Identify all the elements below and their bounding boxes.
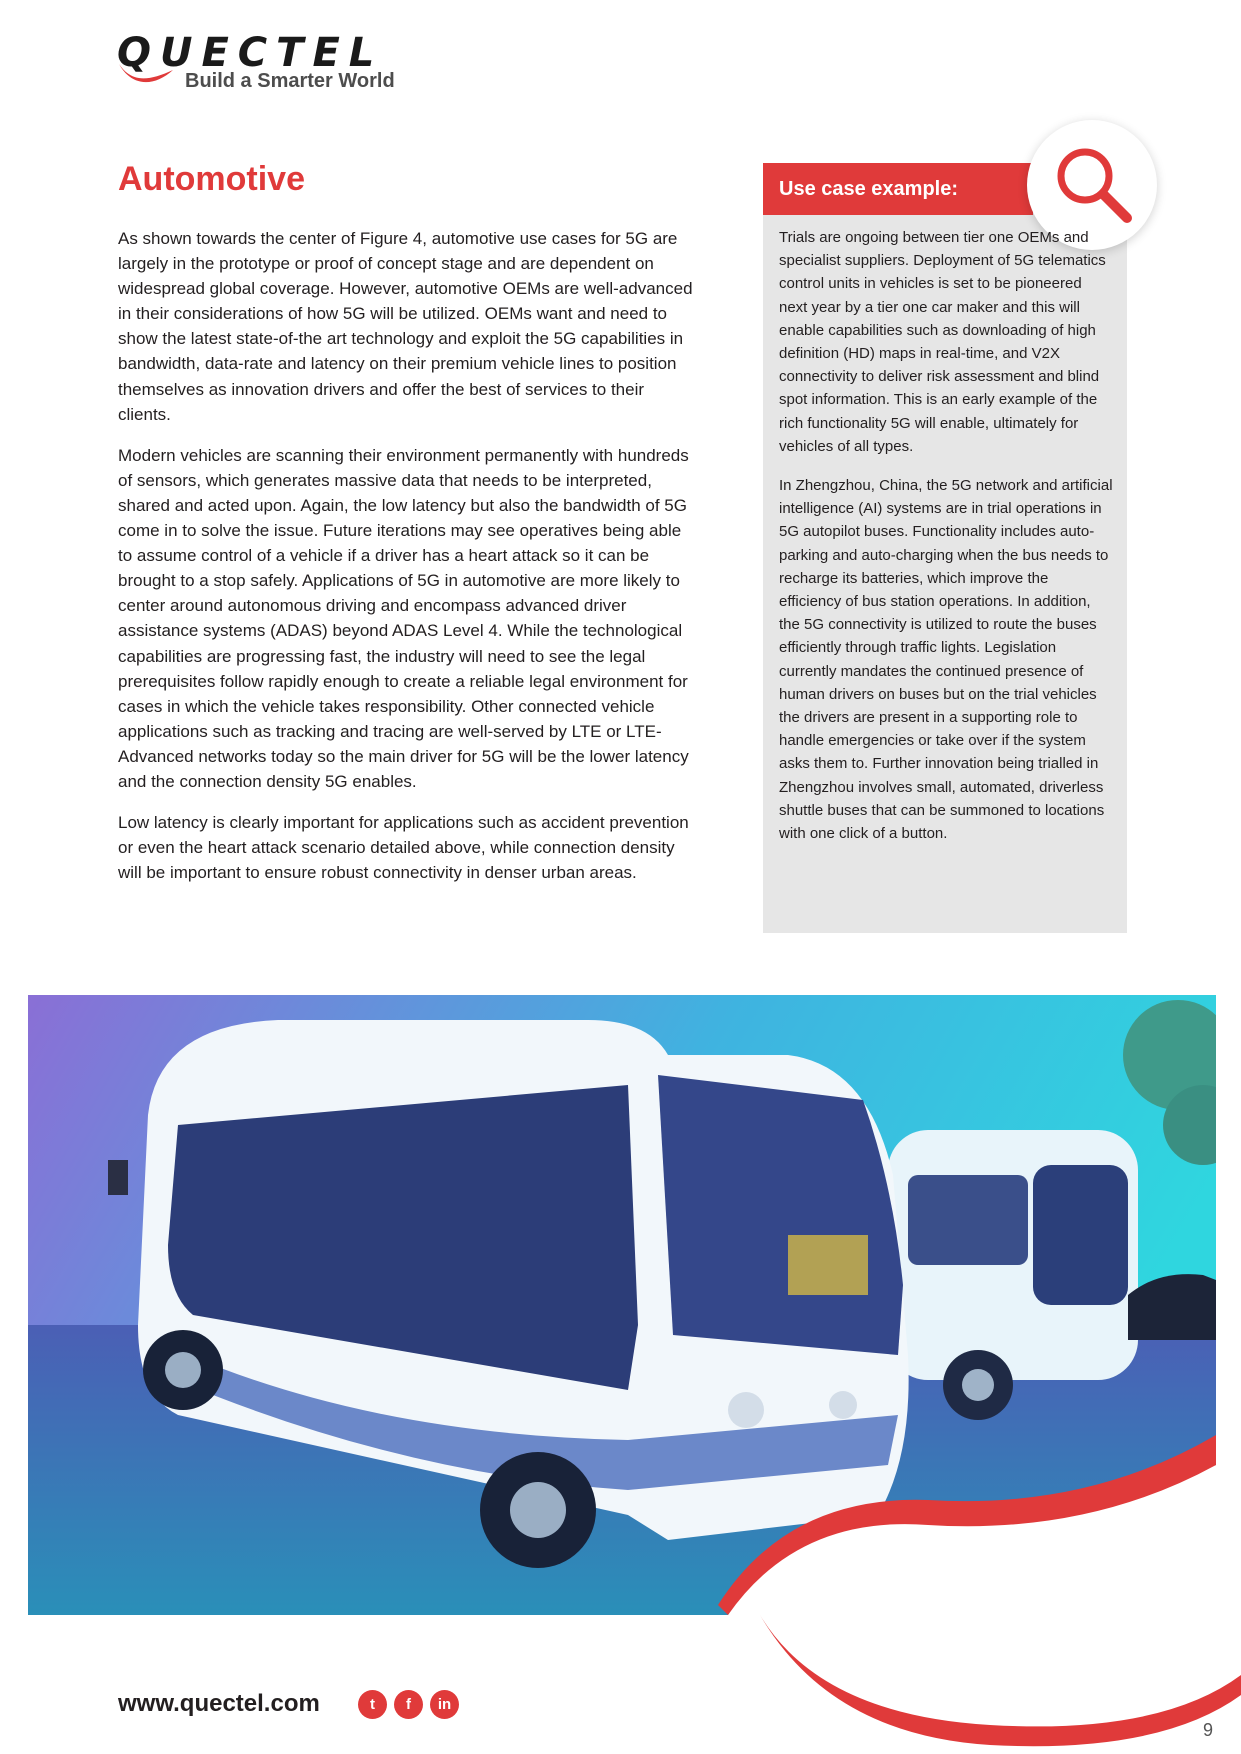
page-title: Automotive — [118, 160, 305, 198]
brand-tagline: Build a Smarter World — [185, 70, 395, 92]
footer-wave — [760, 1615, 1241, 1754]
page-number: 9 — [1203, 1720, 1214, 1740]
rear-bus — [888, 1130, 1138, 1420]
main-body — [118, 226, 698, 901]
use-case-paragraph: Trials are ongoing between tier one OEMs and specialist suppliers. Deployment of 5G telematics control units in vehicles is set to be pioneered next year by a tier one car maker and this will enable capabilities such as downloading of high definition (HD) maps in real-time, and V2X connectivity to deliver risk assessment and blind spot information. This is an early example of the rich functionality 5G will enable, ultimately for vehicles of all types. — [779, 229, 1106, 455]
body-paragraph: As shown towards the center of Figure 4, automotive use cases for 5G are largely in the prototype or proof of concept stage and are dependent on widespread global coverage. However, automotive OEMs are well-advanced in their considerations of how 5G will be utilized. OEMs want and need to show the latest state-of-the art technology and exploit the 5G capabilities in bandwidth, data-rate and latency on their premium vehicle lines to position themselves as innovation drivers and offer the best of services to their clients. — [118, 229, 693, 424]
autonomous-bus-photo — [28, 995, 1216, 1615]
use-case-title: Use case example: — [763, 163, 1033, 215]
use-case-body — [779, 226, 1113, 861]
linkedin-icon[interactable]: in — [430, 1690, 459, 1719]
bus-illustration — [28, 995, 1216, 1615]
facebook-icon[interactable]: f — [394, 1690, 423, 1719]
use-case-paragraph: In Zhengzhou, China, the 5G network and artificial intelligence (AI) systems are in trial operations in 5G autopilot buses. Functionality includes auto-parking and auto-charging when the bus needs to recharge its batteries, which improve the efficiency of bus station operations. In addition, the 5G connectivity is utilized to route the buses efficiently through traffic lights. Legislation currently mandates the continued presence of human drivers on buses but on the trial vehicles the drivers are present in a supporting role to handle emergencies or take over if the system asks them to. Further innovation being trialled in Zhengzhou involves small, automated, driverless shuttle buses that can be summoned to locations with one click of a button. — [779, 477, 1113, 843]
twitter-icon[interactable]: t — [358, 1690, 387, 1719]
body-paragraph: Modern vehicles are scanning their environment permanently with hundreds of sensors, which generates massive data that needs to be interpreted, shared and acted upon. Again, the low latency but also the bandwidth of 5G come in to solve the issue. Future iterations may see operatives being able to assume control of a vehicle if a driver has a heart attack so it can be brought to a stop safely. Applications of 5G in automotive are more likely to center around autonomous driving and encompass advanced driver assistance systems (ADAS) beyond ADAS Level 4. While the technological capabilities are progressing fast, the industry will need to see the legal prerequisites follow rapidly enough to create a reliable legal environment for cases in which the vehicle takes responsibility. Other connected vehicle applications such as tracking and tracing are well-served by LTE or LTE-Advanced networks today so the main driver for 5G will be the lower latency and the connection density 5G enables. — [118, 445, 689, 791]
website-link[interactable]: www.quectel.com — [118, 1690, 320, 1717]
brand-name: QUECTEL — [117, 30, 384, 76]
quectel-logo — [117, 30, 447, 96]
body-paragraph: Low latency is clearly important for applications such as accident prevention or even the heart attack scenario detailed above, while connection density will be important to ensure robust connectivity in denser urban areas. — [118, 813, 689, 883]
